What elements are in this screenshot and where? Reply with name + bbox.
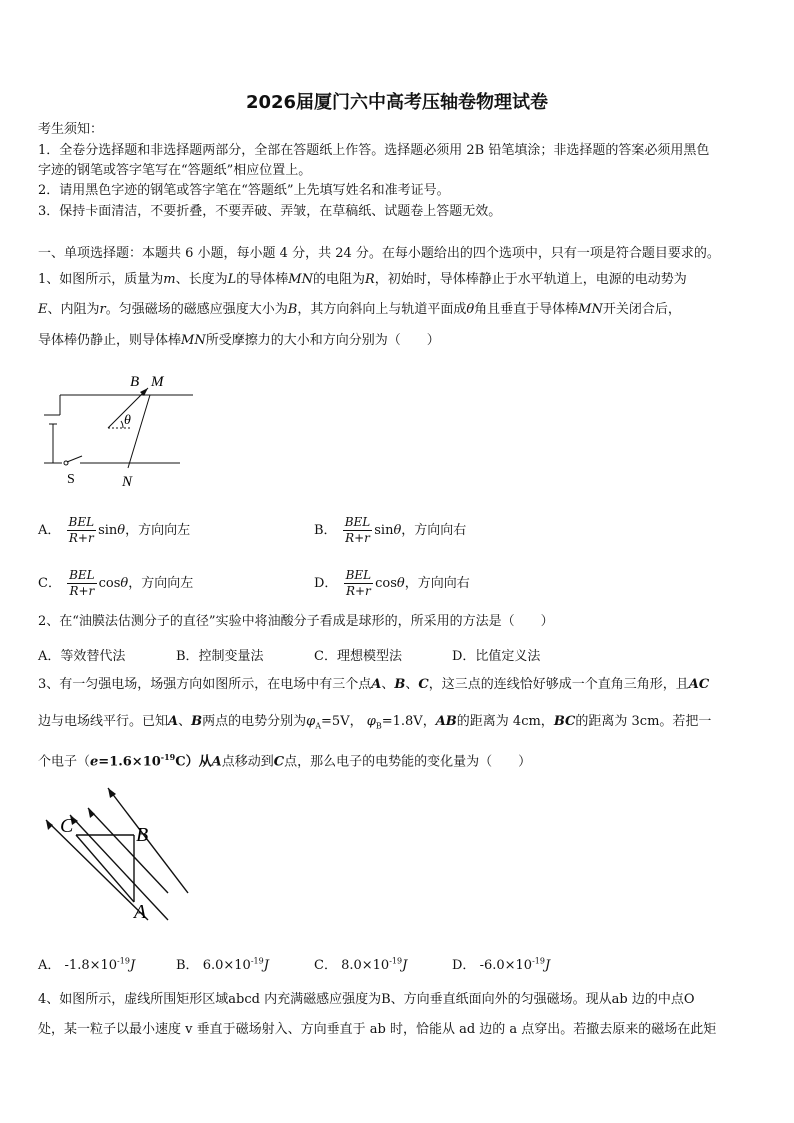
q3-option-d[interactable]: D． $-6.0\times 10^{-19}J$: [452, 956, 551, 973]
notice-item-3: 3．保持卡面清洁，不要折叠，不要弄破、弄皱，在草稿纸、试题卷上答题无效。: [38, 204, 502, 219]
q4-stem-line-2: 处，某一粒子以最小速度 v 垂直于磁场射入、方向垂直于 ab 时，恰能从 ad 边的 a 点穿出。若撤去原来的磁场在此矩: [38, 1022, 717, 1037]
q2-stem: 2、在“油膜法估测分子的直径”实验中将油酸分子看成是球形的，所采用的方法是（ ）: [38, 614, 554, 629]
q1-label-theta: θ: [124, 413, 131, 428]
q1-option-d-fraction: $\frac{\text{BEL}}{R+r}$: [345, 568, 372, 598]
q3-option-a[interactable]: A． $-1.8\times 10^{-19}J$: [38, 956, 136, 973]
q2-option-c[interactable]: C．理想模型法: [314, 649, 402, 664]
q1-option-d[interactable]: D． $\frac{\text{BEL}}{R+r}$ cosθ，方向向右: [314, 568, 470, 598]
q2-option-b[interactable]: B．控制变量法: [176, 649, 264, 664]
q3-stem-line-2: 边与电场线平行。已知A、B两点的电势分别为$\varphi_A=5V$， $\varphi_B=1.8V$，AB的距离为 4cm，BC的距离为 3cm。若把一: [38, 714, 712, 731]
q1-stem-line-3: 导体棒仍静止，则导体棒MN所受摩擦力的大小和方向分别为（ ）: [38, 333, 440, 348]
q2-option-d[interactable]: D．比值定义法: [452, 649, 541, 664]
q1-option-c-fraction: $\frac{\text{BEL}}{R+r}$: [69, 568, 95, 598]
q3-option-c[interactable]: C． $8.0\times 10^{-19}J$: [314, 956, 408, 973]
q1-option-c[interactable]: C． $\frac{\text{BEL}}{R+r}$ cosθ，方向向左: [38, 568, 194, 598]
q3-label-a: A: [134, 901, 147, 923]
q3-option-b[interactable]: B． $6.0\times 10^{-19}J$: [176, 956, 269, 973]
q4-stem-line-1: 4、如图所示，虚线所围矩形区域abcd 内充满磁感应强度为B、方向垂直纸面向外的匀强磁场。现从ab 边的中点O: [38, 992, 695, 1007]
q1-option-b[interactable]: B． $\frac{\text{BEL}}{R+r}$ sinθ，方向向右: [314, 515, 467, 545]
q3-label-c: C: [60, 815, 74, 837]
q3-field-figure: [38, 780, 198, 930]
notice-heading: 考生须知：: [38, 122, 104, 137]
q1-option-a[interactable]: A． $\frac{\text{BEL}}{R+r}$ sinθ，方向向左: [38, 515, 191, 545]
notice-item-1: 1．全卷分选择题和非选择题两部分，全部在答题纸上作答。选择题必须用 2B 铅笔填涂；非选择题的答案必须用黑色: [38, 143, 710, 158]
q3-label-b: B: [136, 824, 149, 846]
q1-stem-line-2: E、内阻为r。匀强磁场的磁感应强度大小为B，其方向斜向上与轨道平面成θ角且垂直于导体棒MN开关闭合后，: [38, 302, 681, 317]
notice-item-2: 2．请用黑色字迹的钢笔或答字笔在“答题纸”上先填写姓名和准考证号。: [38, 183, 450, 198]
q1-option-a-fraction: $\frac{\text{BEL}}{R+r}$: [68, 515, 95, 545]
q1-label-s: S: [67, 472, 75, 487]
q1-stem-line-1: 1、如图所示，质量为m、长度为L的导体棒MN的电阻为R，初始时，导体棒静止于水平轨道上，电源的电动势为: [38, 272, 687, 287]
section-heading: 一、单项选择题：本题共 6 小题，每小题 4 分，共 24 分。在每小题给出的四个选项中，只有一项是符合题目要求的。: [38, 246, 720, 261]
q1-label-b: B: [130, 374, 140, 390]
q3-stem-line-3: 个电子$(e=1.6\times 10^{-19}C)$从A点移动到C点，那么电子的电势能的变化量为（ ）: [38, 752, 532, 770]
q1-label-m: M: [151, 374, 164, 390]
q2-option-a[interactable]: A．等效替代法: [38, 649, 126, 664]
q1-circuit-figure: [30, 368, 210, 493]
q3-stem-line-1: 3、有一匀强电场，场强方向如图所示，在电场中有三个点A、B、C，这三点的连线恰好够成一个直角三角形，且AC: [38, 677, 710, 692]
exam-title: 2026届厦门六中高考压轴卷物理试卷: [245, 92, 549, 113]
q1-label-n: N: [122, 474, 133, 490]
q1-option-b-fraction: $\frac{\text{BEL}}{R+r}$: [344, 515, 371, 545]
notice-item-1-cont: 字迹的钢笔或答字笔写在“答题纸”相应位置上。: [38, 163, 312, 178]
